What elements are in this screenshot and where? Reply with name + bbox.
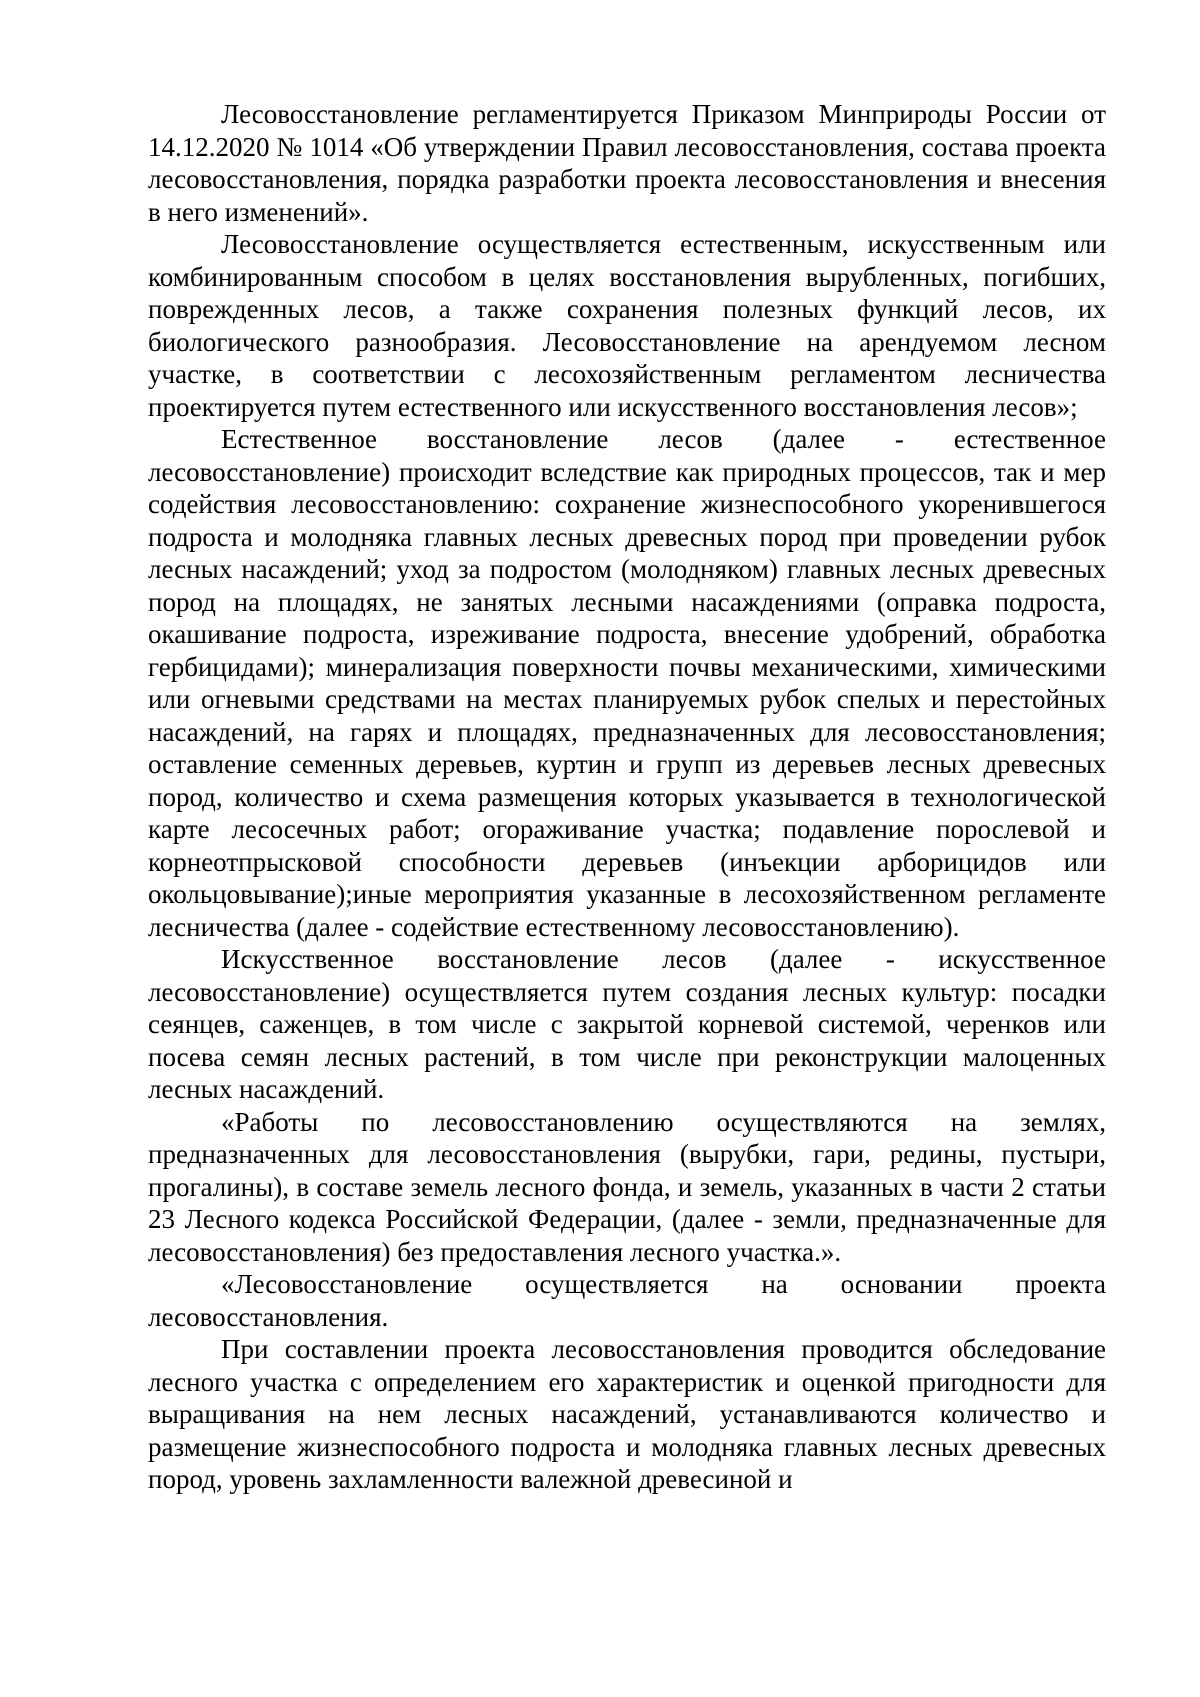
paragraph-project-basis: «Лесовосстановление осуществляется на основании проекта лесовосстановления. — [148, 1269, 1106, 1332]
paragraph-works-lands: «Работы по лесовосстановлению осуществляются на землях, предназначенных для лесовосстановления (вырубки, гари, редины, пустыри, прогалины), в составе земель лесного фонда, и земель, указанных в части 2 статьи 23 Лесного кодекса Российской Федерации, (далее - земли, предназначенные для лесовосстановления) без предоставления лесного участка.». — [148, 1106, 1106, 1267]
paragraph-project-survey: При составлении проекта лесовосстановления проводится обследование лесного участка с определением его характеристик и оценкой пригодности для выращивания на нем лесных насаждений, устанавливаются количество и размещение жизнеспособного подроста и молодняка главных лесных древесных пород, уровень захламленности валежной древесиной и — [148, 1334, 1106, 1494]
paragraph-methods: Лесовосстановление осуществляется естественным, искусственным или комбинированным способом в целях восстановления вырубленных, погибших, поврежденных лесов, а также сохранения полезных функций лесов, их биологического разнообразия. Лесовосстановление на арендуемом лесном участке, в соответствии с лесохозяйственным регламентом лесничества проектируется путем естественного или искусственного восстановления лесов»; — [148, 229, 1106, 422]
document-body — [148, 98, 1106, 1496]
paragraph-regulation: Лесовосстановление регламентируется Приказом Минприроды России от 14.12.2020 № 1014 «Об утверждении Правил лесовосстановления, состава проекта лесовосстановления, порядка разработки проекта лесовосстановления и внесения в него изменений». — [148, 99, 1106, 227]
paragraph-natural-restoration: Естественное восстановление лесов (далее - естественное лесовосстановление) происходит вследствие как природных процессов, так и мер содействия лесовосстановлению: сохранение жизнеспособного укоренившегося подроста и молодняка главных лесных древесных пород при проведении рубок лесных насаждений; уход за подростом (молодняком) главных лесных древесных пород на площадях, не занятых лесными насаждениями (оправка подроста, окашивание подроста, изреживание подроста, внесение удобрений, обработка гербицидами); минерализация поверхности почвы механическими, химическими или огневыми средствами на местах планируемых рубок спелых и перестойных насаждений, на гарях и площадях, предназначенных для лесовосстановления; оставление семенных деревьев, куртин и групп из деревьев лесных древесных пород, количество и схема размещения которых указывается в технологической карте лесосечных работ; огораживание участка; подавление порослевой и корнеотпрысковой способности деревьев (инъекции арборицидов или окольцовывание);иные мероприятия указанные в лесохозяйственном регламенте лесничества (далее - содействие естественному лесовосстановлению). — [148, 424, 1106, 942]
paragraph-artificial-restoration: Искусственное восстановление лесов (далее - искусственное лесовосстановление) осуществляется путем создания лесных культур: посадки сеянцев, саженцев, в том числе с закрытой корневой системой, черенков или посева семян лесных растений, в том числе при реконструкции малоценных лесных насаждений. — [148, 944, 1106, 1104]
